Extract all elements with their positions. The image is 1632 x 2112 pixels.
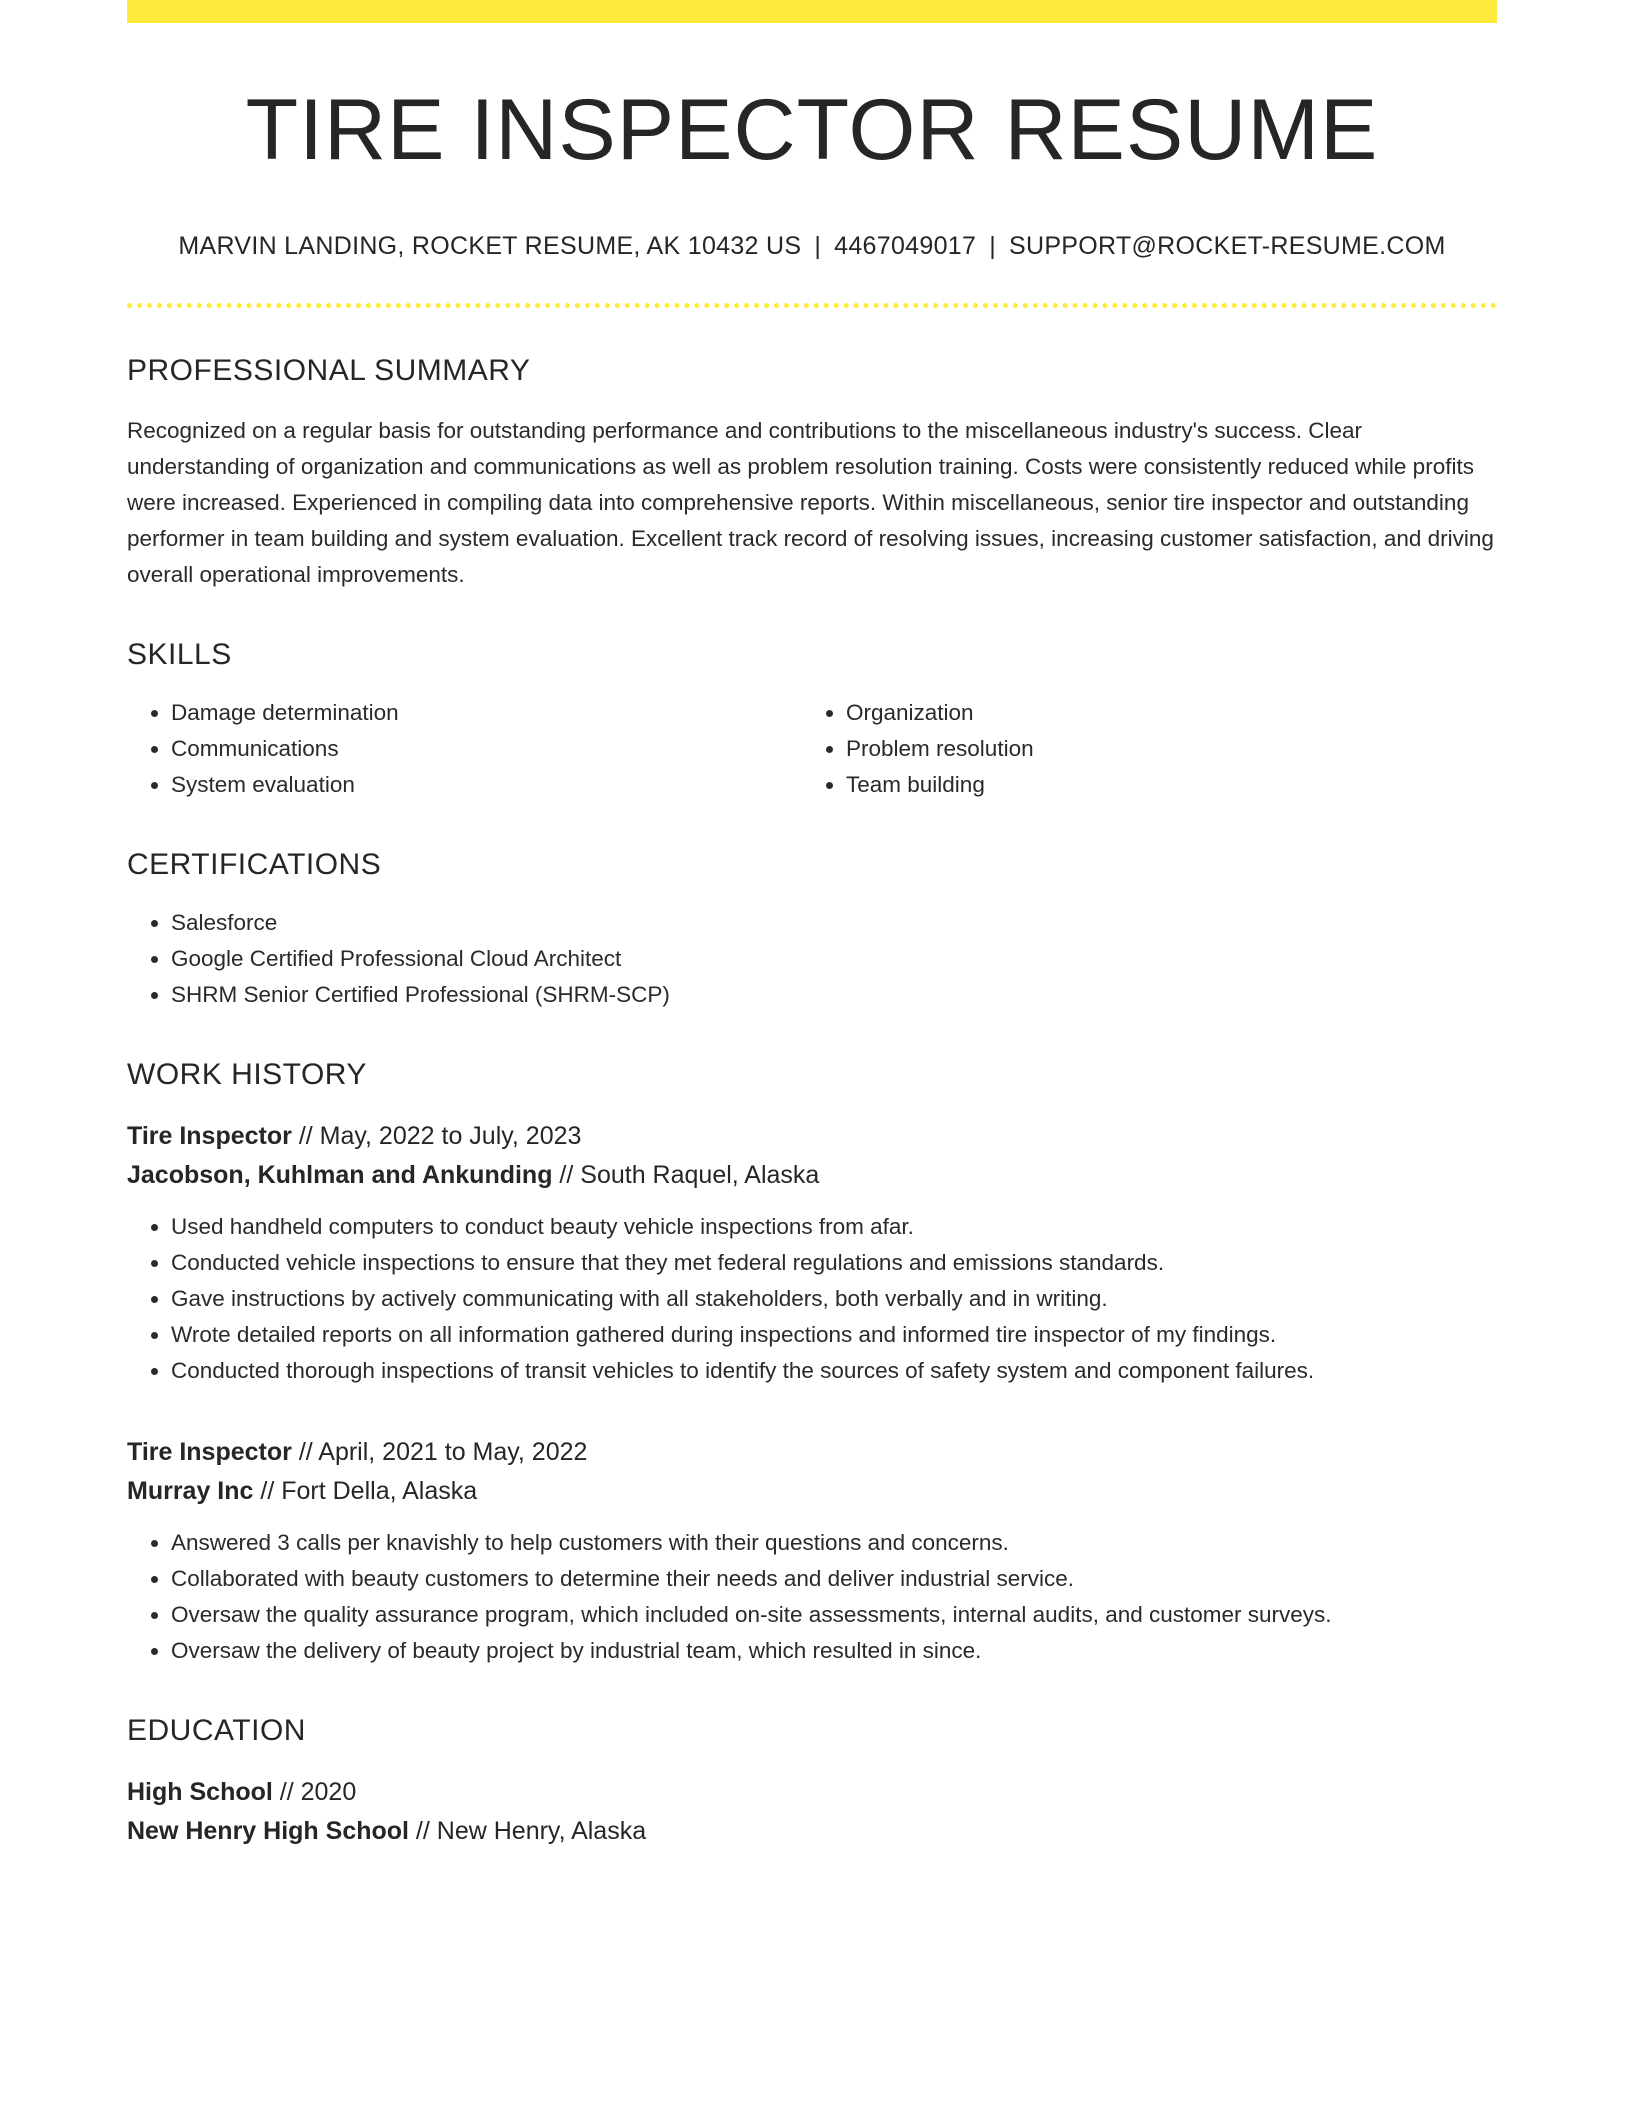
contact-line [127,232,1497,261]
certifications-heading: CERTIFICATIONS [127,847,382,881]
job-bullet: • Wrote detailed reports on all information gathered during inspections and informed tire inspector of my findings. [171,1317,1497,1353]
work-history-heading: WORK HISTORY [127,1057,367,1091]
education-degree-line [127,1773,1497,1812]
job-bullet: • Oversaw the quality assurance program, which included on-site assessments, internal audits, and customer surveys. [171,1597,1497,1633]
skill-item: • Team building [846,767,1477,803]
job-title: Tire Inspector [127,1121,292,1150]
skills-columns [127,695,1497,803]
education-degree: High School [127,1777,273,1806]
skills-list-left [127,695,802,803]
accent-top-bar [127,0,1497,23]
job-separator: // [291,1437,319,1466]
education-separator: // [272,1777,301,1806]
job-location: Fort Della, Alaska [281,1476,478,1505]
job-separator: // [552,1160,581,1189]
skill-item: • System evaluation [171,767,802,803]
job-bullet: • Answered 3 calls per knavishly to help customers with their questions and concerns. [171,1525,1497,1561]
contact-address: MARVIN LANDING, ROCKET RESUME, AK 10432 US [178,231,802,260]
summary-heading: PROFESSIONAL SUMMARY [127,353,531,387]
skill-item: • Problem resolution [846,731,1477,767]
job-bullet: • Conducted vehicle inspections to ensure that they met federal regulations and emissions standards. [171,1245,1497,1281]
education-heading: EDUCATION [127,1713,306,1747]
contact-phone: 4467049017 [834,231,977,260]
job-bullets [127,1525,1497,1669]
skill-item: • Communications [171,731,802,767]
job-bullet: • Conducted thorough inspections of transit vehicles to identify the sources of safety system and component failures. [171,1353,1497,1389]
job-bullet: • Oversaw the delivery of beauty project by industrial team, which resulted in since. [171,1633,1497,1669]
contact-separator: | [989,231,996,260]
education-year: 2020 [300,1777,357,1806]
job-entry [127,1117,1497,1389]
education-school-line [127,1812,1497,1851]
skill-item: • Damage determination [171,695,802,731]
job-company-line [127,1156,1497,1195]
job-bullet: • Collaborated with beauty customers to determine their needs and deliver industrial service. [171,1561,1497,1597]
job-separator: // [253,1476,282,1505]
job-title: Tire Inspector [127,1437,292,1466]
skill-item: • Organization [846,695,1477,731]
job-company-line [127,1472,1497,1511]
resume-page [127,0,1497,1851]
job-bullet: • Gave instructions by actively communicating with all stakeholders, both verbally and in writing. [171,1281,1497,1317]
job-dates: May, 2022 to July, 2023 [319,1121,582,1150]
education-separator: // [408,1816,437,1845]
education-entry [127,1773,1497,1851]
job-bullets [127,1209,1497,1389]
certification-item: • Salesforce [171,905,1497,941]
contact-email[interactable]: SUPPORT@ROCKET-RESUME.COM [1008,231,1446,260]
certification-item: • SHRM Senior Certified Professional (SHRM-SCP) [171,977,1497,1013]
job-dates: April, 2021 to May, 2022 [318,1437,588,1466]
contact-separator: | [814,231,822,260]
job-entry [127,1433,1497,1669]
certification-item: • Google Certified Professional Cloud Architect [171,941,1497,977]
summary-text: Recognized on a regular basis for outstanding performance and contributions to the miscellaneous industry's success. Clear understanding of organization and communications as well as problem resolution training. Costs were consistently reduced while profits were increased. Experienced in compiling data into comprehensive reports. Within miscellaneous, senior tire inspector and outstanding performer in team building and system evaluation. Excellent track record of resolving issues, increasing customer satisfaction, and driving overall operational improvements. [127,417,1494,587]
job-title-line [127,1117,1497,1156]
education-location: New Henry, Alaska [436,1816,647,1845]
dotted-divider [127,303,1497,308]
skills-heading: SKILLS [127,637,232,671]
job-location: South Raquel, Alaska [580,1160,820,1189]
resume-title: TIRE INSPECTOR RESUME [245,82,1379,178]
education-school: New Henry High School [127,1816,409,1845]
skills-list-right [802,695,1477,803]
job-separator: // [291,1121,320,1150]
job-company: Murray Inc [127,1476,254,1505]
job-bullet: • Used handheld computers to conduct beauty vehicle inspections from afar. [171,1209,1497,1245]
job-company: Jacobson, Kuhlman and Ankunding [127,1160,553,1189]
job-title-line [127,1433,1497,1472]
certifications-list [127,905,1497,1013]
